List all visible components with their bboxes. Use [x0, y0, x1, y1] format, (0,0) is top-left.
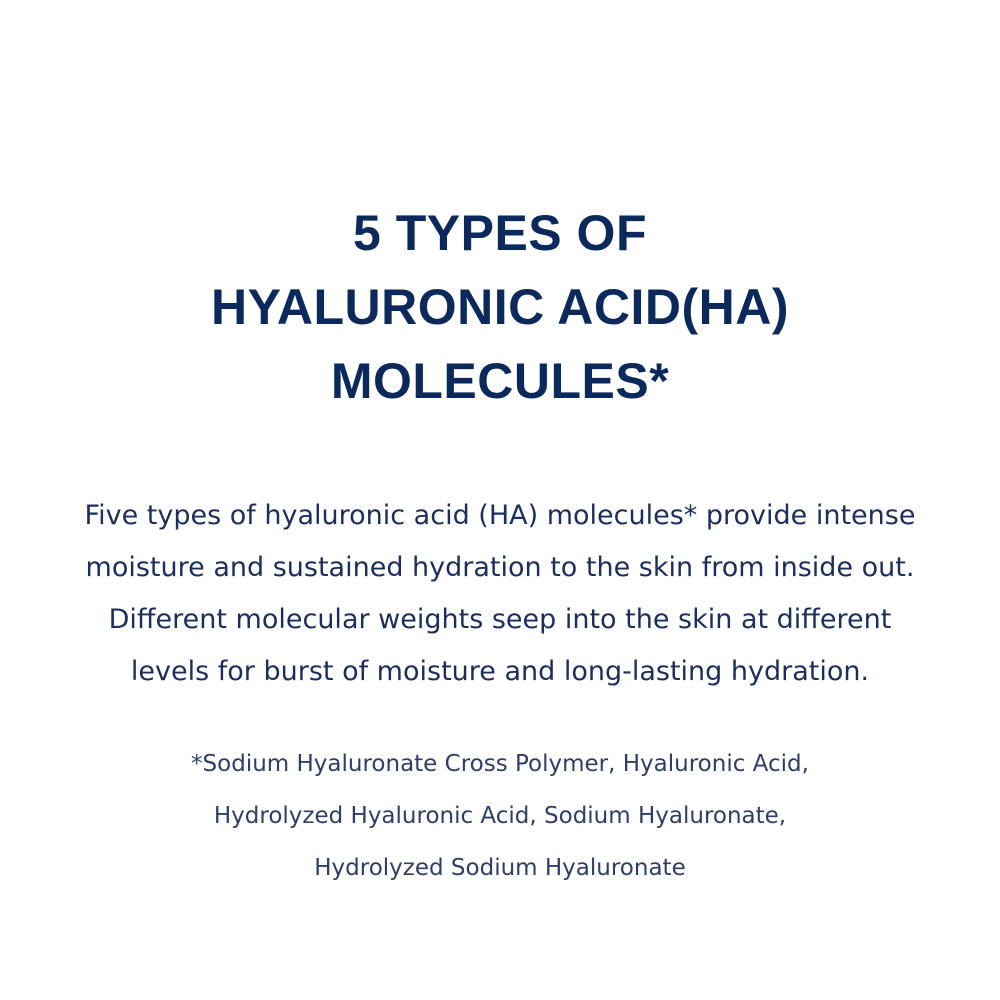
ingredients-footnote: [0, 738, 1000, 894]
title-line: HYALURONIC ACID(HA): [210, 279, 789, 335]
footnote-line: Hydrolyzed Sodium Hyaluronate: [314, 855, 686, 881]
description-paragraph: [0, 490, 1000, 698]
footnote-line: *Sodium Hyaluronate Cross Polymer, Hyaluronic Acid,: [191, 751, 809, 777]
page-title: [0, 196, 1000, 418]
description-line: Different molecular weights seep into the skin at different: [108, 604, 892, 635]
title-line: MOLECULES*: [330, 353, 670, 409]
footnote-line: Hydrolyzed Hyaluronic Acid, Sodium Hyaluronate,: [213, 803, 787, 829]
title-line: 5 TYPES OF: [353, 205, 647, 261]
description-line: Five types of hyaluronic acid (HA) molecules* provide intense: [84, 500, 916, 531]
description-line: moisture and sustained hydration to the skin from inside out.: [85, 552, 915, 583]
description-line: levels for burst of moisture and long-lasting hydration.: [130, 656, 870, 687]
